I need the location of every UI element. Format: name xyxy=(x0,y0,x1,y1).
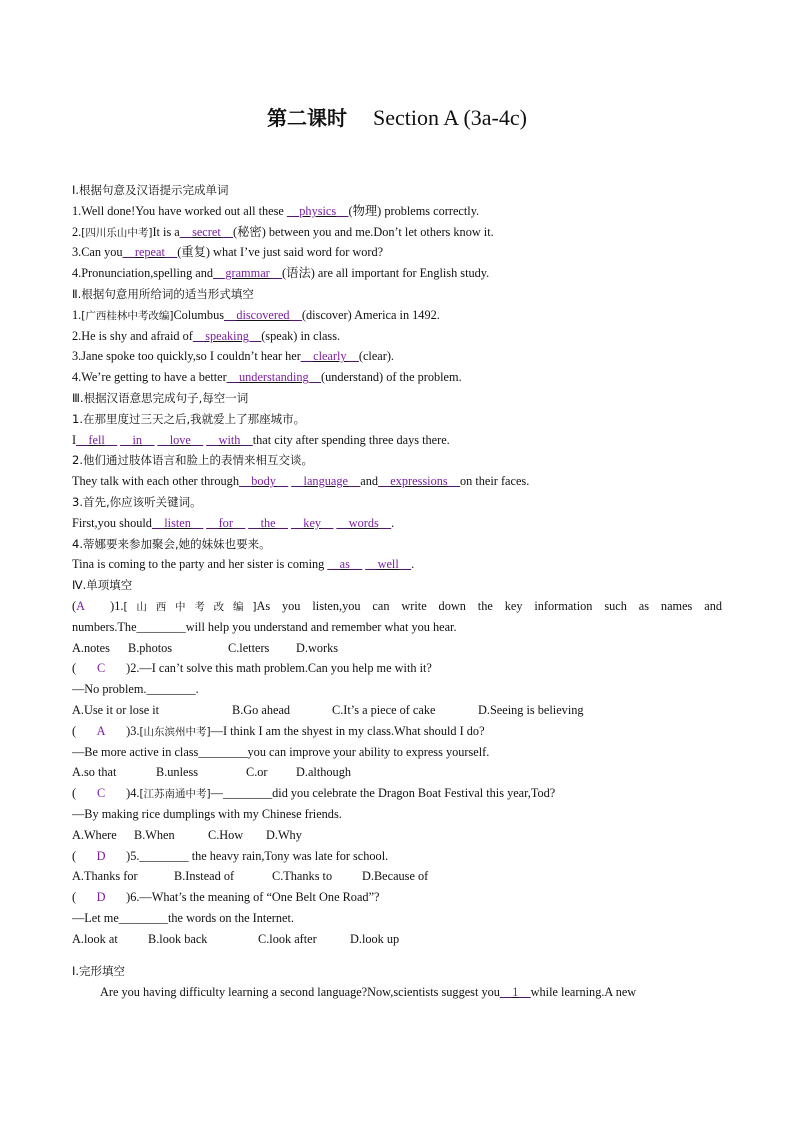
q-text: ( xyxy=(72,890,77,905)
answer: __secret__ xyxy=(179,224,234,239)
title-en: Section A (3a-4c) xyxy=(373,105,527,130)
q-text: . xyxy=(411,557,415,572)
q-text: )2.—I can’t solve this math problem.Can you help me with it? xyxy=(126,661,432,676)
s1-question-2 xyxy=(72,222,722,243)
source-tag: [山西中考改编] xyxy=(123,600,257,613)
q-text: 1.Well done!You have worked out all these xyxy=(72,203,284,218)
answer: __with__ xyxy=(206,432,253,447)
q-text: ( xyxy=(72,786,77,801)
s4-q6-continuation: —Let me________the words on the Internet. xyxy=(72,910,294,925)
option: B.unless xyxy=(156,765,199,780)
q-text: As you listen,you can write down the key information such as names and xyxy=(256,598,722,613)
answer: __expressions__ xyxy=(378,474,460,489)
s4-q1-options xyxy=(72,638,722,659)
s2-question-2 xyxy=(72,326,722,347)
q-text: —I think I am the shyest in my class.What should I do? xyxy=(210,723,485,738)
s4-question-3 xyxy=(72,721,722,742)
title-zh: 第二课时 xyxy=(267,106,348,130)
option: D.works xyxy=(296,640,339,655)
answer: D xyxy=(96,848,106,863)
option: D.look up xyxy=(350,931,400,946)
option: B.When xyxy=(134,827,175,842)
option: A.Thanks for xyxy=(72,869,138,884)
q-text: 2.He is shy and afraid of xyxy=(72,328,193,343)
option: A.Use it or lose it xyxy=(72,702,160,717)
q-text: (understand) of the problem. xyxy=(320,370,462,385)
answer: A xyxy=(76,598,85,613)
answer: A xyxy=(96,723,106,738)
s4-q3-continuation: —Be more active in class________you can improve your ability to express yourself. xyxy=(72,744,490,759)
answer: __grammar__ xyxy=(213,266,283,281)
q-text: 2. xyxy=(72,224,82,239)
answer: __as__ xyxy=(327,557,363,572)
s4-question-5 xyxy=(72,846,722,867)
s3-q1-chinese: 1.在那里度过三天之后,我就爱上了那座城市。 xyxy=(72,411,306,426)
q-text: 3.Jane spoke too quickly,so I couldn’t hear her xyxy=(72,349,301,364)
s4-q1-continuation: numbers.The________will help you understand and remember what you hear. xyxy=(72,619,457,634)
option: A.look at xyxy=(72,931,118,946)
q-text: (秘密) between you and me.Don’t let others know it. xyxy=(233,224,494,239)
cloze-heading: Ⅰ.完形填空 xyxy=(72,964,126,979)
s4-q4-continuation: —By making rice dumplings with my Chinese friends. xyxy=(72,806,342,821)
q-text: First,you should xyxy=(72,515,152,530)
q-text: ( xyxy=(72,848,77,863)
s1-question-1 xyxy=(72,201,722,222)
s4-question-4 xyxy=(72,783,722,804)
s3-q2-chinese: 2.他们通过肢体语言和脸上的表情来相互交谈。 xyxy=(72,453,313,468)
option: A.Where xyxy=(72,827,117,842)
exercise-content xyxy=(72,180,722,1003)
answer: __understanding__ xyxy=(226,370,321,385)
q-text: ( xyxy=(72,723,77,738)
answer: __the__ xyxy=(248,515,288,530)
source-tag: [四川乐山中考] xyxy=(81,226,153,239)
cloze-first-line xyxy=(72,982,722,1003)
s3-q4-chinese: 4.蒂娜要来参加聚会,她的妹妹也要来。 xyxy=(72,536,271,551)
q-text: . xyxy=(391,515,395,530)
q-text: )6.—What’s the meaning of “One Belt One Road”? xyxy=(126,890,380,905)
option: D.Because of xyxy=(362,869,429,884)
option: A.notes xyxy=(72,640,110,655)
option: A.so that xyxy=(72,765,117,780)
answer: __in__ xyxy=(120,432,155,447)
s4-q3-options xyxy=(72,762,722,783)
q-text: 4.Pronunciation,spelling and xyxy=(72,266,214,281)
q-text: I xyxy=(72,432,77,447)
section3-heading: Ⅲ.根据汉语意思完成句子,每空一词 xyxy=(72,390,249,405)
section-spacer xyxy=(72,949,722,961)
q-text: (speak) in class. xyxy=(261,328,341,343)
option: B.Instead of xyxy=(174,869,235,884)
source-tag: [江苏南通中考] xyxy=(139,788,211,801)
page-title xyxy=(0,104,794,132)
answer: __speaking__ xyxy=(192,328,262,343)
answer: D xyxy=(96,890,106,905)
answer: __clearly__ xyxy=(300,349,359,364)
section4-heading: Ⅳ.单项填空 xyxy=(72,578,133,593)
q-text: while learning.A new xyxy=(530,985,637,1000)
q-text: Tina is coming to the party and her sister is coming xyxy=(72,557,325,572)
q-text: Are you having difficulty learning a second language?Now,scientists suggest you xyxy=(100,985,500,1000)
s4-q6-options xyxy=(72,929,722,950)
q-text: (物理) problems correctly. xyxy=(348,203,480,218)
answer: __body__ xyxy=(238,474,289,489)
option: B.photos xyxy=(128,640,173,655)
answer: __key__ xyxy=(291,515,334,530)
q-text: )4. xyxy=(126,786,140,801)
option: C.How xyxy=(208,827,244,842)
option: C.or xyxy=(246,765,268,780)
option: B.Go ahead xyxy=(232,702,291,717)
answer: __repeat__ xyxy=(122,245,178,260)
answer: __physics__ xyxy=(286,203,349,218)
s3-q3-chinese: 3.首先,你应该听关键词。 xyxy=(72,494,202,509)
option: D.Seeing is believing xyxy=(478,702,584,717)
option: D.although xyxy=(296,765,351,780)
answer: __love__ xyxy=(157,432,204,447)
answer: __fell__ xyxy=(76,432,118,447)
q-text: and xyxy=(360,474,378,489)
s4-q4-options xyxy=(72,825,722,846)
s4-q5-options xyxy=(72,866,722,887)
s1-question-3 xyxy=(72,242,722,263)
q-text: It is a xyxy=(152,224,180,239)
q-text: on their faces. xyxy=(459,474,530,489)
s4-question-1 xyxy=(72,596,722,617)
answer: __for__ xyxy=(206,515,246,530)
option: C.look after xyxy=(258,931,317,946)
option: B.look back xyxy=(148,931,208,946)
option: C.letters xyxy=(228,640,270,655)
s4-q2-continuation: —No problem.________. xyxy=(72,682,199,697)
q-text: )1. xyxy=(110,598,124,613)
q-text: 3.Can you xyxy=(72,245,123,260)
q-text: ( xyxy=(72,598,77,613)
q-text: )5.________ the heavy rain,Tony was late for school. xyxy=(126,848,389,863)
q-text: that city after spending three days there. xyxy=(252,432,450,447)
section1-heading: Ⅰ.根据句意及汉语提示完成单词 xyxy=(72,183,229,197)
q-text: (重复) what I’ve just said word for word? xyxy=(177,245,384,260)
s4-q2-options xyxy=(72,700,722,721)
s3-question-2 xyxy=(72,471,722,492)
q-text: )3. xyxy=(126,723,140,738)
answer: __words__ xyxy=(336,515,392,530)
section2-heading: Ⅱ.根据句意用所给词的适当形式填空 xyxy=(72,286,254,301)
q-text: 1. xyxy=(72,307,82,322)
s3-question-4 xyxy=(72,554,722,575)
q-text: 4.We’re getting to have a better xyxy=(72,370,227,385)
s3-question-3 xyxy=(72,513,722,534)
answer: __listen__ xyxy=(151,515,204,530)
q-text: Columbus xyxy=(173,307,225,322)
q-text: (clear). xyxy=(358,349,395,364)
option: C.It’s a piece of cake xyxy=(332,702,436,717)
s1-question-4 xyxy=(72,263,722,284)
q-text: (discover) America in 1492. xyxy=(301,307,440,322)
answer: __well__ xyxy=(365,557,412,572)
s2-question-4 xyxy=(72,367,722,388)
q-text: (语法) are all important for English study. xyxy=(282,266,490,281)
s3-question-1 xyxy=(72,430,722,451)
q-text: They talk with each other through xyxy=(72,474,239,489)
s2-question-3 xyxy=(72,346,722,367)
s2-question-1 xyxy=(72,305,722,326)
q-text: ( xyxy=(72,661,77,676)
answer: __discovered__ xyxy=(224,307,302,322)
answer: C xyxy=(97,661,106,676)
s4-question-2 xyxy=(72,658,722,679)
source-tag: [山东滨州中考] xyxy=(139,725,211,738)
option: D.Why xyxy=(266,827,302,842)
option: C.Thanks to xyxy=(272,869,333,884)
answer: __1__ xyxy=(499,985,531,1000)
q-text: —________did you celebrate the Dragon Boat Festival this year,Tod? xyxy=(210,786,556,801)
source-tag: [广西桂林中考改编] xyxy=(81,309,174,322)
answer: C xyxy=(97,786,106,801)
s4-question-6 xyxy=(72,887,722,908)
answer: __language__ xyxy=(291,474,361,489)
